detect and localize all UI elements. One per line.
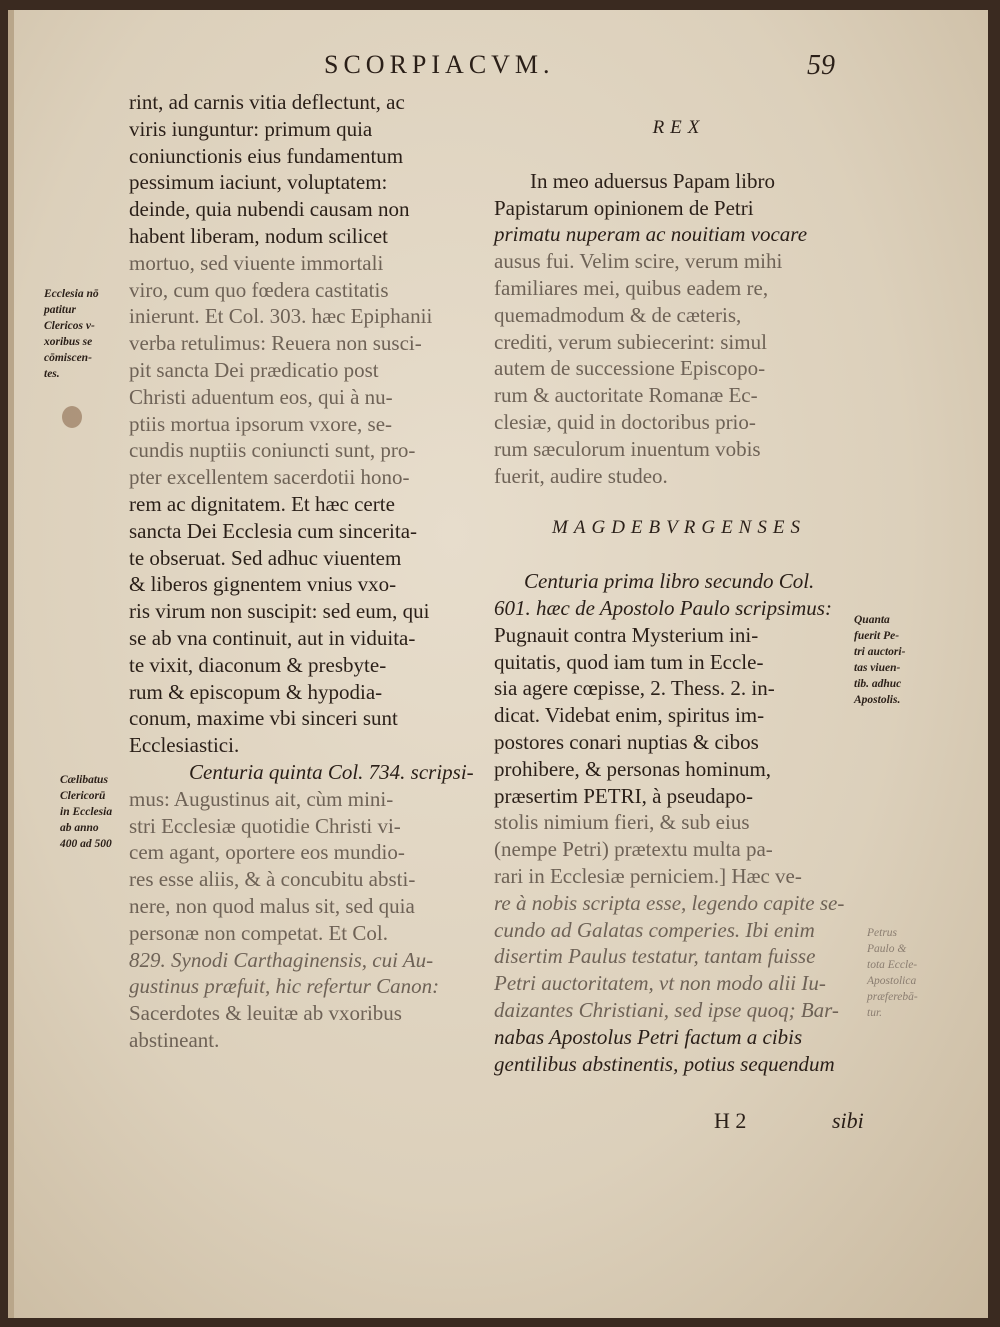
text-line: postores conari nuptias & cibos xyxy=(494,729,759,754)
text-line: ris virum non suscipit: sed eum, qui xyxy=(129,599,430,624)
running-title: SCORPIACVM. xyxy=(324,50,555,79)
text-line: te obseruat. Sed adhuc viuentem xyxy=(129,545,402,570)
text-line: & liberos gignentem vnius vxo- xyxy=(129,572,397,597)
text-line: Centuria quinta Col. 734. scripsi- xyxy=(189,759,474,784)
text-line: nere, non quod malus sit, sed quia xyxy=(129,893,415,918)
text-line: pessimum iaciunt, voluptatem: xyxy=(129,170,388,195)
section-heading-rex: REX xyxy=(652,117,706,138)
text-line: Pugnauit contra Mysterium ini- xyxy=(494,622,759,647)
text-line: clesiæ, quid in doctoribus prio- xyxy=(494,409,756,434)
text-line: Ecclesiastici. xyxy=(129,733,240,758)
text-line: crediti, verum subiecerint: simul xyxy=(494,329,767,354)
text-line: Petri auctoritatem, vt non modo alii Iu- xyxy=(494,971,826,996)
text-line: fuerit, audire studeo. xyxy=(494,463,668,488)
text-line: (nempe Petri) prætextu multa pa- xyxy=(494,837,773,862)
text-line: 829. Synodi Carthaginensis, cui Au- xyxy=(129,947,434,972)
text-line: conum, maxime vbi sinceri sunt xyxy=(129,706,398,731)
catchword: sibi xyxy=(832,1108,864,1133)
text-line: deinde, quia nubendi causam non xyxy=(129,197,410,222)
margin-note-line: Apostolica xyxy=(867,975,917,987)
margin-note-line: Clericorū xyxy=(60,790,106,802)
text-line: viris iunguntur: primum quia xyxy=(129,116,373,141)
text-line: rint, ad carnis vitia deflectunt, ac xyxy=(129,90,405,114)
text-line: rum & auctoritate Romanæ Ec- xyxy=(494,383,758,408)
margin-note-line: tota Eccle- xyxy=(867,959,918,971)
margin-note-line: tes. xyxy=(44,368,60,380)
text-line: quemadmodum & de cæteris, xyxy=(494,302,742,327)
text-line: mortuo, sed viuente immortali xyxy=(129,250,384,275)
text-line: cundo ad Galatas comperies. Ibi enim xyxy=(494,917,815,942)
text-line: rum sæculorum inuentum vobis xyxy=(494,436,761,461)
text-line: Christi aduentum eos, qui à nu- xyxy=(129,384,393,409)
text-line: prohibere, & personas hominum, xyxy=(494,756,772,781)
text-line: 601. hæc de Apostolo Paulo scripsimus: xyxy=(494,595,832,620)
text-line: viro, cum quo fœdera castitatis xyxy=(129,277,389,302)
text-line: quitatis, quod iam tum in Eccle- xyxy=(494,649,764,674)
text-line: mus: Augustinus ait, cùm mini- xyxy=(129,786,394,811)
text-line: cundis nuptiis coniuncti sunt, pro- xyxy=(129,438,416,463)
text-line: nabas Apostolus Petri factum a cibis xyxy=(494,1024,803,1049)
text-line: re à nobis scripta esse, legendo capite se- xyxy=(494,890,845,915)
page-number: 59 xyxy=(807,50,835,81)
text-line: Papistarum opinionem de Petri xyxy=(494,195,754,220)
text-line: inierunt. Et Col. 303. hæc Epiphanii xyxy=(129,304,433,329)
text-line: In meo aduersus Papam libro xyxy=(530,168,775,193)
text-line: stri Ecclesiæ quotidie Christi vi- xyxy=(129,813,401,838)
margin-note-line: Paulo & xyxy=(867,943,907,955)
text-line: Sacerdotes & leuitæ ab vxoribus xyxy=(129,1001,402,1026)
signature-mark: H 2 xyxy=(714,1108,747,1133)
text-line: verba retulimus: Reuera non susci- xyxy=(129,331,422,356)
section-heading-magdeburgenses: MAGDEBVRGENSES xyxy=(552,517,806,539)
margin-note-line: cōmiscen- xyxy=(44,352,92,364)
margin-note-line: tri auctori- xyxy=(854,646,906,658)
text-line: ptiis mortua ipsorum vxore, se- xyxy=(129,411,393,436)
text-line: cem agant, oportere eos mundio- xyxy=(129,840,405,865)
text-line: se ab vna continuit, aut in viduita- xyxy=(129,625,416,650)
margin-note-right-2 xyxy=(867,925,918,1021)
text-line: sia agere cœpisse, 2. Thess. 2. in- xyxy=(494,676,775,701)
book-page xyxy=(8,10,988,1318)
text-line: familiares mei, quibus eadem re, xyxy=(494,275,769,300)
margin-note-line: 400 ad 500 xyxy=(60,838,112,850)
margin-note-line: xoribus se xyxy=(44,336,93,348)
margin-note-line: præferebā- xyxy=(867,991,918,1003)
text-line: præsertim PETRI, à pseudapo- xyxy=(494,783,753,808)
margin-note-line: tib. adhuc xyxy=(854,678,902,690)
text-line: rari in Ecclesiæ perniciem.] Hæc ve- xyxy=(494,863,802,888)
text-line: gentilibus abstinentis, potius sequendum xyxy=(494,1051,835,1076)
margin-note-line: Clericos v- xyxy=(44,320,95,332)
text-line: autem de successione Episcopo- xyxy=(494,356,766,381)
margin-note-line: ab anno xyxy=(60,822,99,834)
margin-note-right-1 xyxy=(854,612,905,708)
margin-note-left-2 xyxy=(60,772,112,852)
margin-note-line: Petrus xyxy=(867,927,898,939)
text-line: stolis nimium fieri, & sub eius xyxy=(494,810,750,835)
margin-note-line: Apostolis. xyxy=(854,694,901,706)
text-line: ausus fui. Velim scire, verum mihi xyxy=(494,249,783,274)
text-line: gustinus præfuit, hic refertur Canon: xyxy=(129,974,440,999)
text-line: dicat. Videbat enim, spiritus im- xyxy=(494,703,765,728)
margin-note-left-1 xyxy=(44,286,99,382)
text-line: primatu nuperam ac nouitiam vocare xyxy=(494,222,808,247)
text-line: coniunctionis eius fundamentum xyxy=(129,143,404,168)
text-line: sancta Dei Ecclesia cum sincerita- xyxy=(129,518,418,543)
margin-note-line: tas viuen- xyxy=(854,662,901,674)
text-line: rem ac dignitatem. Et hæc certe xyxy=(129,491,395,516)
text-line: abstineant. xyxy=(129,1027,220,1052)
ink-stain xyxy=(62,406,82,428)
margin-note-line: tur. xyxy=(867,1007,883,1019)
text-line: pit sancta Dei prædicatio post xyxy=(129,357,379,382)
margin-note-line: in Ecclesia xyxy=(60,806,113,818)
text-line: pter excellentem sacerdotii hono- xyxy=(129,465,410,490)
text-line: res esse aliis, & à concubitu absti- xyxy=(129,867,416,892)
margin-note-line: fuerit Pe- xyxy=(854,630,900,642)
margin-note-line: patitur xyxy=(44,304,76,316)
text-line: Centuria prima libro secundo Col. xyxy=(524,569,815,594)
margin-note-line: Ecclesia nō xyxy=(44,288,99,300)
text-line: rum & episcopum & hypodia- xyxy=(129,679,383,704)
text-line: daizantes Christiani, sed ipse quoq; Bar- xyxy=(494,997,839,1022)
text-line: disertim Paulus testatur, tantam fuisse xyxy=(494,944,816,969)
text-line: personæ non competat. Et Col. xyxy=(129,920,388,945)
margin-note-line: Cælibatus xyxy=(60,774,108,786)
margin-note-line: Quanta xyxy=(854,614,890,626)
text-line: te vixit, diaconum & presbyte- xyxy=(129,652,387,677)
text-line: habent liberam, nodum scilicet xyxy=(129,223,388,248)
right-column xyxy=(494,115,864,1077)
left-column xyxy=(129,89,474,1054)
